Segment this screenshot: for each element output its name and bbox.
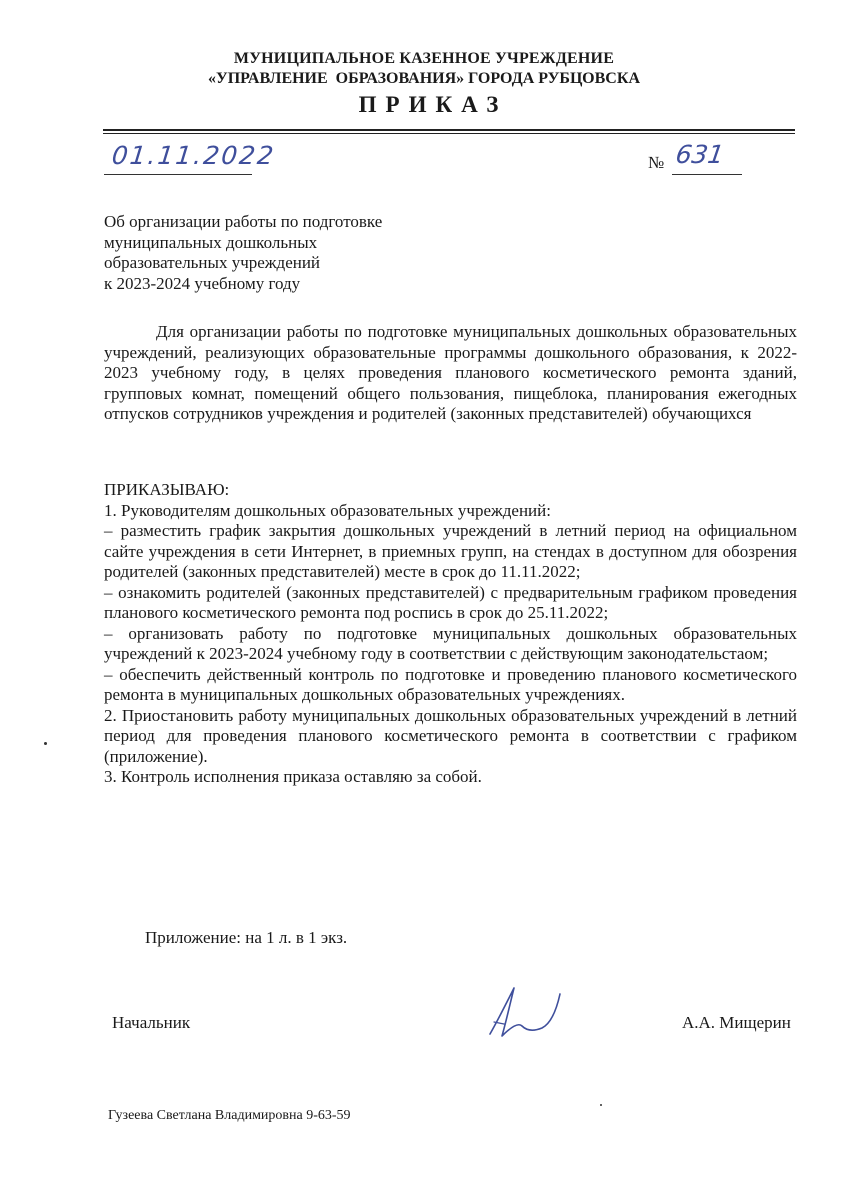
org-name-line1: МУНИЦИПАЛЬНОЕ КАЗЕННОЕ УЧРЕЖДЕНИЕ xyxy=(233,50,615,67)
order-sub-item: – обеспечить действенный контроль по подготовке и проведению планового косметического ремонта в муниципальных дошкольных образовательных учреждениях. xyxy=(104,664,797,704)
org-name-line2: «УПРАВЛЕНИЕ ОБРАЗОВАНИЯ» ГОРОДА РУБЦОВСКА xyxy=(207,70,641,87)
attachment-note: Приложение: на 1 л. в 1 экз. xyxy=(145,928,348,947)
order-sub-item: – разместить график закрытия дошкольных учреждений в летний период на официальном сайте учреждения в сети Интернет, в приемных групп, на стендах в доступном для обозрения родителей (законных представителей) месте в срок до 11.11.2022; xyxy=(104,521,797,581)
order-item-1: 1. Руководителям дошкольных образовательных учреждений: xyxy=(104,500,551,520)
order-sub-item: – организовать работу по подготовке муниципальных дошкольных образовательных учреждений к 2023-2024 учебному году в соответствии с действующим законодательстаом; xyxy=(104,623,797,663)
order-section xyxy=(104,480,797,788)
handwritten-signature xyxy=(480,982,570,1042)
number-underline xyxy=(672,174,742,175)
signatory-position: Начальник xyxy=(112,1013,191,1032)
order-title: ПРИКАЗЫВАЮ: xyxy=(104,480,230,499)
order-item-2: 2. Приостановить работу муниципальных дошкольных образовательных учреждений в летний период для проведения планового косметического ремонта в соответствии с графиком (приложение). xyxy=(104,705,797,766)
preamble-paragraph: Для организации работы по подготовке муниципальных дошкольных образовательных учреждений, реализующих образовательные программы дошкольного образования, к 2022-2023 учебному году, в целях проведения планового косметического ремонта зданий, групповых комнат, помещений общего пользования, пищеблока, планирования ежегодных отпусков сотрудников учреждения и родителей (законных представителей) обучающихся xyxy=(104,322,797,423)
number-label: № xyxy=(648,153,665,172)
date-underline xyxy=(104,174,252,175)
document-type-title: ПРИКАЗ xyxy=(358,92,508,117)
subject-line: Об организации работы по подготовке xyxy=(104,212,383,231)
handwritten-order-number: 631 xyxy=(673,140,726,169)
subject-line: к 2023-2024 учебному году xyxy=(104,273,301,293)
scan-speck xyxy=(44,742,47,745)
header-rule-thick xyxy=(103,129,795,131)
executor-contact: Гузеева Светлана Владимировна 9-63-59 xyxy=(108,1108,351,1123)
header-rule-thin xyxy=(103,133,795,134)
subject-line: образовательных учреждений xyxy=(104,253,321,272)
order-item-3: 3. Контроль исполнения приказа оставляю за собой. xyxy=(104,767,482,786)
order-sub-item: – ознакомить родителей (законных представителей) с предварительным графиком проведения планового косметического ремонта под роспись в срок до 25.11.2022; xyxy=(104,582,797,622)
handwritten-date: 01.11.2022 xyxy=(110,141,277,170)
subject-line: муниципальных дошкольных xyxy=(104,232,318,252)
signatory-name: А.А. Мищерин xyxy=(682,1013,791,1032)
scan-speck xyxy=(600,1104,602,1106)
order-subject xyxy=(104,212,504,294)
